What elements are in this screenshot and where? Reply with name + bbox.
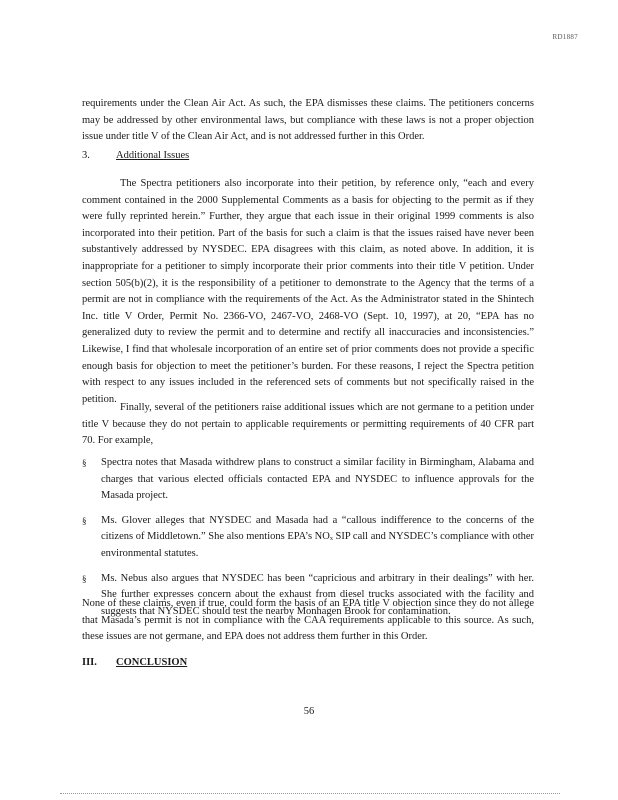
list-item [82,455,534,505]
list-item-text: Spectra notes that Masada withdrew plans to construct a similar facility in Birmingham, Alabama and charges that various elected officials contacted EPA and NYSDEC to influence approvals for the Masada project. [101,457,534,502]
paragraph-not-germane [82,596,534,646]
section-heading-conclusion [82,657,187,668]
section-number: III. [82,657,97,668]
paragraph-clean-air-act [82,96,534,146]
paragraph-additional-issues [82,400,534,450]
page-number: 56 [303,706,315,717]
paragraph-text: None of these claims, even if true, could form the basis of an EPA title V objection since they do not allege that Masada’s permit is not in compliance with the CAA requirements applicable to this source. As such, these issues are not germane, and EPA does not address them further in this Order. [82,598,534,643]
paragraph-text: The Spectra petitioners also incorporate into their petition, by reference only, “each and every comment contained in the 2000 Supplemental Comments as a basis for objecting to the permit as if they were fully reprinted herein.” Further, they argue that each issue in their original 1999 comments is also incorporated into their petition. Part of the basis for such a claim is that the issues raised have never been substantively addressed by NYSDEC. EPA disagrees with this claim, as noted above. In addition, it is inappropriate for a petitioner to simply incorporate their prior comments into their title V petition. Under section 505(b)(2), it is the responsibility of a petitioner to demonstrate to the Agency that the terms of a permit are not in compliance with the requirements of the Act. As the Administrator stated in the Shintech Inc. title V Order, Permit No. 2366-VO, 2467-VO, 2468-VO (Sept. 10, 1997), at 20, “EPA has no generalized duty to review the permit and to determine and rectify all inaccuracies and inconsistencies.” Likewise, I find that wholesale incorporation of an entire set of prior comments does not provide a specific enough basis for objection to meet the petitioner’s burden. For these reasons, I reject the Spectra petition with respect to any issues included in the referenced sets of comments but not specifically raised in the petition. [82,178,534,405]
paragraph-text: requirements under the Clean Air Act. As such, the EPA dismisses these claims. The petitioners concerns may be addressed by other environmental laws, but compliance with these laws is not a proper objection issue under title V of the Clean Air Act, and is not addressed further in this Order. [82,98,534,143]
section-number: 3. [82,150,90,161]
bullet-mark-icon: § [82,458,87,468]
document-id: RD1887 [552,33,578,41]
section-title: CONCLUSION [116,657,188,668]
list-item [82,513,534,563]
list-item-text: Ms. Glover alleges that NYSDEC and Masada had a “callous indifference to the concerns of the citizens of Middletown.” She also mentions EPA’s NOₓ SIP call and NYSDEC’s compliance with other environmental statutes. [101,514,535,559]
bullet-mark-icon: § [82,515,87,526]
scan-edge-divider [60,793,560,795]
paragraph-spectra-petition [82,176,534,408]
section-title: Additional Issues [116,150,190,161]
list-item-text: Ms. Nebus also argues that NYSDEC has been “capricious and arbitrary in their dealings” with her. She further expresses concern about the exhaust from diesel trucks associated with the facility and suggests that NYSDEC should test the nearby Monhagen Brook for contamination. [101,572,534,617]
section-heading-additional-issues [82,150,189,161]
paragraph-text: Finally, several of the petitioners raise additional issues which are not germane to a petition under title V because they do not pertain to applicable requirements or permitting requirements of 40 CFR part 70. For example, [82,402,534,447]
bullet-mark-icon: § [82,573,87,584]
